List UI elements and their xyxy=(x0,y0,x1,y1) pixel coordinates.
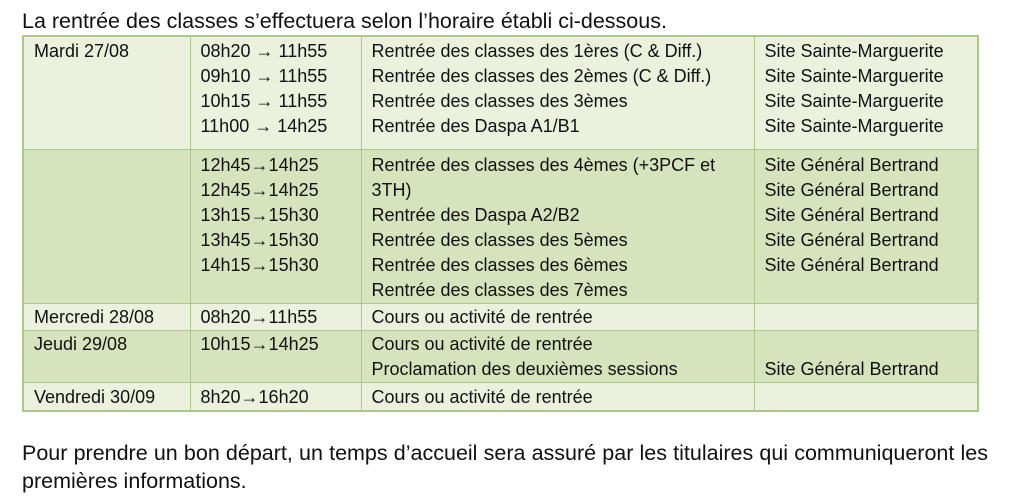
site-cell xyxy=(754,331,978,383)
activity-cell xyxy=(361,150,754,304)
intro-text: La rentrée des classes s’effectuera selon l’horaire établi ci-dessous. xyxy=(22,9,667,33)
activity-line: 3TH) xyxy=(371,180,412,200)
activity-line: Proclamation des deuxièmes sessions xyxy=(371,359,678,379)
time-cell xyxy=(190,150,361,304)
site-line: Site Général Bertrand xyxy=(764,155,939,175)
activity-line: Cours ou activité de rentrée xyxy=(371,334,593,354)
outro-text: Pour prendre un bon départ, un temps d’accueil sera assuré par les titulaires qui communiqueront les premières informations. xyxy=(22,441,988,493)
activity-cell xyxy=(361,383,754,412)
site-cell xyxy=(754,383,978,412)
table-row xyxy=(23,304,978,331)
activity-line: Rentrée des classes des 7èmes xyxy=(371,280,628,300)
date-cell xyxy=(23,36,190,150)
activity-line: Cours ou activité de rentrée xyxy=(371,387,593,407)
site-line: Site Général Bertrand xyxy=(764,180,939,200)
time-slot: 10h15 → 11h55 xyxy=(200,91,328,111)
time-slot: 13h45→15h30 xyxy=(200,230,319,250)
activity-line: Rentrée des Daspa A1/B1 xyxy=(371,116,580,136)
activity-line: Cours ou activité de rentrée xyxy=(371,307,593,327)
date-text: Vendredi 30/09 xyxy=(34,387,156,407)
site-spacer xyxy=(765,332,978,357)
activity-line: Rentrée des classes des 1ères (C & Diff.) xyxy=(371,41,703,61)
date-cell xyxy=(23,331,190,383)
time-slot: 10h15→14h25 xyxy=(200,334,319,354)
site-line: Site Général Bertrand xyxy=(764,255,939,275)
time-slot: 08h20 → 11h55 xyxy=(200,41,328,61)
table-row xyxy=(23,331,978,383)
activity-line: Rentrée des Daspa A2/B2 xyxy=(371,205,580,225)
site-line: Site Général Bertrand xyxy=(764,359,939,379)
date-text: Jeudi 29/08 xyxy=(34,334,128,354)
time-slot: 14h15→15h30 xyxy=(200,255,319,275)
date-cell xyxy=(23,150,190,304)
time-slot: 12h45→14h25 xyxy=(200,180,319,200)
site-cell xyxy=(754,150,978,304)
table-row xyxy=(23,383,978,412)
site-cell xyxy=(754,304,978,331)
schedule-table xyxy=(22,35,979,412)
time-cell xyxy=(190,36,361,150)
time-slot: 08h20→11h55 xyxy=(200,307,318,327)
date-cell xyxy=(23,304,190,331)
activity-line: Rentrée des classes des 2èmes (C & Diff.) xyxy=(371,66,712,86)
time-cell xyxy=(190,304,361,331)
activity-cell xyxy=(361,331,754,383)
date-cell xyxy=(23,383,190,412)
time-slot: 13h15→15h30 xyxy=(200,205,319,225)
time-slot: 09h10 → 11h55 xyxy=(200,66,328,86)
site-line: Site Sainte-Marguerite xyxy=(764,116,944,136)
table-row xyxy=(23,36,978,150)
time-cell xyxy=(190,383,361,412)
time-slot: 12h45→14h25 xyxy=(200,155,319,175)
date-text: Mardi 27/08 xyxy=(34,41,130,61)
site-line: Site Sainte-Marguerite xyxy=(764,66,944,86)
activity-line: Rentrée des classes des 4èmes (+3PCF et xyxy=(371,155,716,175)
activity-line: Rentrée des classes des 6èmes xyxy=(371,255,628,275)
activity-cell xyxy=(361,304,754,331)
site-line: Site Général Bertrand xyxy=(764,205,939,225)
time-slot: 8h20→16h20 xyxy=(200,387,309,407)
site-line: Site Général Bertrand xyxy=(764,230,939,250)
time-cell xyxy=(190,331,361,383)
activity-cell xyxy=(361,36,754,150)
table-row xyxy=(23,150,978,304)
time-slot: 11h00 → 14h25 xyxy=(200,116,328,136)
site-line: Site Sainte-Marguerite xyxy=(764,41,944,61)
date-text: Mercredi 28/08 xyxy=(34,307,155,327)
activity-line: Rentrée des classes des 5èmes xyxy=(371,230,628,250)
site-line: Site Sainte-Marguerite xyxy=(764,91,944,111)
activity-line: Rentrée des classes des 3èmes xyxy=(371,91,628,111)
site-cell xyxy=(754,36,978,150)
